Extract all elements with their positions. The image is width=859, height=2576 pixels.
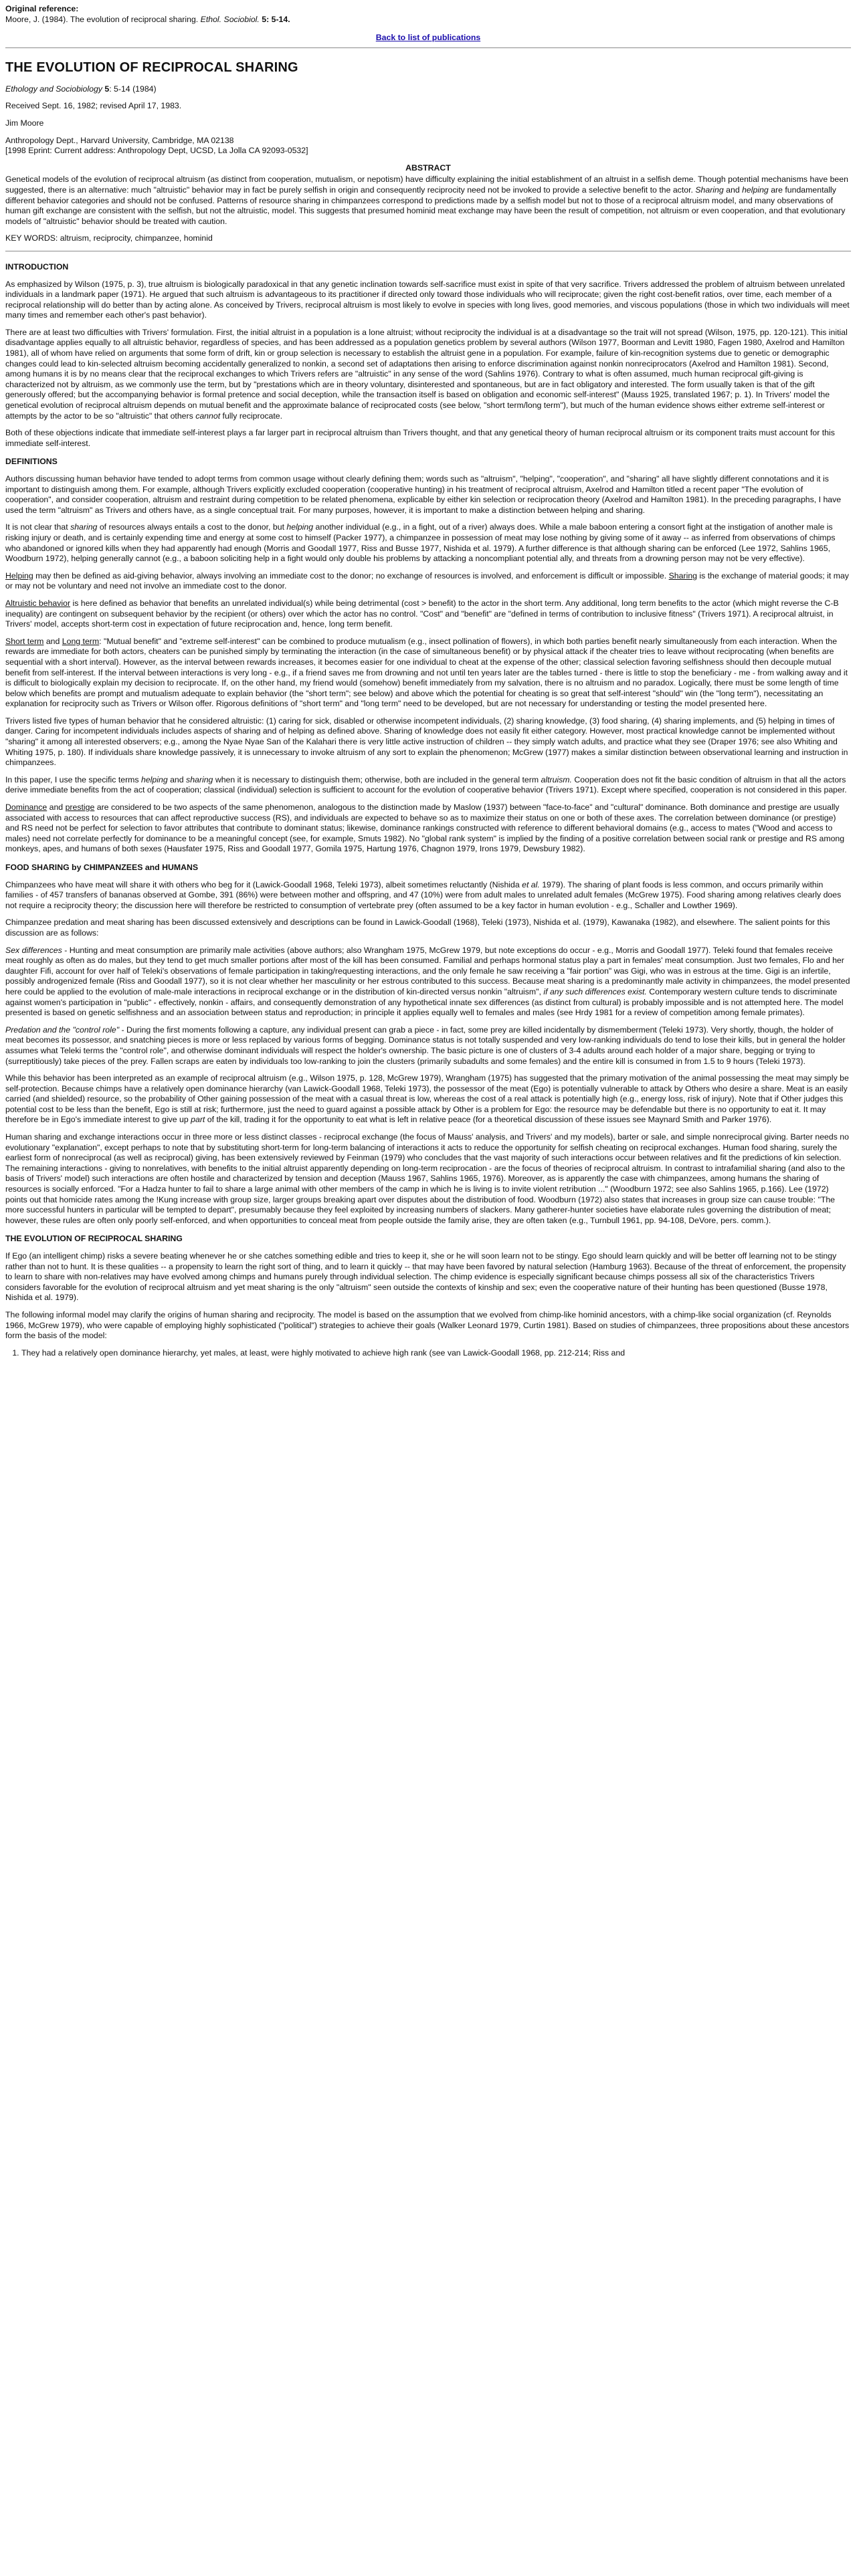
section-heading-food-sharing: FOOD SHARING by CHIMPANZEES and HUMANS [5,863,199,872]
food-sharing-paragraph-1: Chimpanzees who have meat will share it with others who beg for it (Lawick-Goodall 1968, Teleki 1973), albeit sometimes reluctantly (Nishida et al. 1979). The sharing of plant foods is less common, and occurs primarily within families - of 457 transfers of bananas observed at Gombe, 391 (86%) were between mother and offspring, and 47 (10%) were from adult males to unrelated adult females (McGrew 1975). Food sharing among relatives clearly does not require a reciprocity theory; the discussion here will therefore be restricted to consumption of vertebrate prey (often assumed to be a key factor in human evolution - e.g., Schaller and Lowther 1969). [5,879,842,910]
citation-journal: Ethol. Sociobiol. [200,14,260,24]
evolution-paragraph-2: The following informal model may clarify the origins of human sharing and reciprocity. The model is based on the assumption that we evolved from chimp-like hominid ancestors, with a chimp-like social organization (cf. Reynolds 1966, McGrew 1979), who were capable of employing highly sophisticated ("political") strategies to achieve their goals (Walker Leonard 1979, Curtin 1981). Based on studies of chimpanzees, three propositions about these ancestors form the basis of the model: [5,1309,850,1341]
intro-paragraph-2: There are at least two difficulties with Trivers' formulation. First, the initial altruist in a population is a lone altruist; without reciprocity the individual is at a disadvantage so the trait will not spread (Wilson, 1975, pp. 120-121). This initial disadvantage applies equally to all altruistic behavior, regardless of species, and has been addressed as a population genetics problem by several authors (Wilson 1977, Boorman and Levitt 1980, Fagen 1980, Axelrod and Hamilton 1981), all of whom have relied on arguments that some form of drift, kin or group selection is necessary to establish the altruist gene in a population. For example, failure of kin-recognition systems due to genetic or demographic changes could lead to kin-selected altruism becoming accidentally generalized to nonkin, a second set of adaptations then arising to enforce discrimination against nonkin nonreciprocators (Axelrod and Hamilton 1981). Second, among humans it is by no means clear that the reciprocal exchanges to which Trivers refers are "altruistic" in any sense of the word (Sahlins 1976). Contrary to what is often assumed, much human reciprocal gift-giving is characterized not by altruism, as we commonly use the term, but by "prestations which are in theory voluntary, disinterested and spontaneous, but are in fact obligatory and interested. The form usually taken is that of the gift generously offered; but the accompanying behavior is formal pretence and social deception, while the transaction itself is based on obligation and economic self-interest" (Mauss 1925, translated 1967; p. 1). In Trivers' model the genetical evolution of reciprocal altruism depends on mutual benefit and the approximate balance of reciprocated costs (see below, "short term/long term"), but much of the human evidence shows either extreme self-interest or attempts by the actor to be so "altruistic" that others cannot fully reciprocate. [5,327,848,421]
definitions-paragraph-5: Short term and Long term: "Mutual benefit" and "extreme self-interest" can be combined to produce mutualism (e.g., insect pollination of flowers), in which both parties benefit nearly simultaneously from each interaction. When the rewards are immediate for both actors, cheaters can be punished simply by terminating the interaction (in the case of simultaneous benefit) or by physical attack if the cheater tries to leave without reciprocating (when benefits are sequential with a short interval). However, as the interval between rewards increases, it becomes easier for one individual to cheat at the expense of the other; classical selection favoring selfishness should then decouple mutual benefit from self-interest. If the interval between interactions is very long - e.g., if a friend saves me from drowning and not until ten years later are the tables turned - there is little to stop the beneficiary - me - from walking away and it is difficult to biologically explain my decision to reciprocate. If, on the other hand, my friend would (somehow) benefit immediately from my salvation, there is no altruism and no paradox. Logically, there must be some length of time below which benefits are prompt and mutualism adequate to explain behavior (the "short term"; see below) and above which the potential for cheating is so great that self-interest "should" win (the "long term"), necessitating an explanation for reciprocity such as Trivers or Wilson offer. Rigorous definitions of "short term" and "long term" need to be developed, but are not necessary for understanding or testing the model presented here. [5,636,848,709]
definitions-paragraph-2: It is not clear that sharing of resources always entails a cost to the donor, but helping another individual (e.g., in a fight, out of a river) always does. While a male baboon entering a consort fight at the instigation of another male is risking injury or death, and is certainly expending time and energy at some cost to himself (Packer 1977), a chimpanzee in possession of meat may lose nothing by giving some of it away -- as inferred from observations of chimps who abandoned or ignored kills when they had apparently had enough (Morris and Goodall 1977, Riss and Busse 1977, Nishida et al. 1979). A further difference is that although sharing can be enforced (Lee 1972, Sahlins 1965, Woodburn 1972), helping generally cannot (e.g., a baboon soliciting help in a fight would only double his problems by attacking a noncompliant potential ally, and threats from a drowning person may not be very effective). [5,522,836,564]
citation-text: Moore, J. (1984). The evolution of reciprocal sharing. [5,14,199,24]
original-reference-label: Original reference: [5,4,79,13]
author-name: Jim Moore [5,118,44,128]
definitions-paragraph-4: Altruistic behavior is here defined as behavior that benefits an unrelated individual(s) while being detrimental (cost > benefit) to the actor in the short term. Any additional, long term benefits to the actor (which might reverse the C-B inequality) are contingent on subsequent behavior by the recipient (or others) over which the actor has no control. "Cost" and "benefit" are "defined in terms of contribution to inclusive fitness" (Trivers 1971). A reciprocal altruist, in Trivers' model, accepts short-term cost in expectation of future reciprocation and, hence, long term benefit. [5,598,839,629]
definitions-paragraph-7: In this paper, I use the specific terms helping and sharing when it is necessary to distinguish them; otherwise, both are included in the general term altruism. Cooperation does not fit the basic condition of altruism in that all the actors derive immediate benefits from the act of cooperation; classical (individual) selection is sufficient to account for the evolution of cooperative behavior (Trivers 1971). Except where specified, cooperation is not considered in this paper. [5,774,847,795]
proposition-item: 1. They had a relatively open dominance hierarchy, yet males, at least, were highly motivated to achieve high rank (see van Lawick-Goodall 1968, pp. 212-214; Riss and [21,1348,851,1359]
abstract-text: Genetical models of the evolution of reciprocal altruism (as distinct from cooperation, mutualism, or nepotism) have difficulty explaining the initial establishment of an altruist in a selfish deme. Though potential mechanisms have been suggested, there is an alternative: much "altruistic" behavior may in fact be purely selfish in origin and consequently reciprocity need not be invoked to provide a selective benefit to the actor. Sharing and helping are fundamentally different behavior categories and should not be confused. Patterns of resource sharing in chimpanzees correspond to predictions made by a selfish model but not to those of a reciprocal altruism model, and many observations of human gift exchange are consistent with the selfish, but not the altruistic, model. This suggests that presumed hominid meat exchange may have been the result of competition, not altruism or even cooperation, and that evolutionary models of "altruistic" behavior should be treated with caution. [5,175,848,226]
affiliation [5,136,851,156]
affiliation-line-2: [1998 Eprint: Current address: Anthropology Dept, UCSD, La Jolla CA 92093-0532] [5,146,308,156]
definitions-paragraph-3: Helping may then be defined as aid-giving behavior, always involving an immediate cost to the donor; no exchange of resources is involved, and enforcement is difficult or impossible. Sharing is the exchange of material goods; it may or may not be voluntary and need not involve an immediate cost to the donor. [5,570,849,591]
affiliation-line-1: Anthropology Dept., Harvard University, Cambridge, MA 02138 [5,135,234,145]
section-heading-definitions: DEFINITIONS [5,457,58,467]
food-sharing-paragraph-2: Chimpanzee predation and meat sharing has been discussed extensively and descriptions can be found in Lawick-Goodall (1968), Teleki (1973), Nishida et al. (1979), Kawanaka (1982), and elsewhere. The salient points for this discussion are as follows: [5,918,830,938]
journal-name: Ethology and Sociobiology [5,84,102,94]
article-title: THE EVOLUTION OF RECIPROCAL SHARING [5,60,298,75]
food-sharing-paragraph-4: Predation and the "control role" - During the first moments following a capture, any individual present can grab a piece - in fact, some prey are killed incidentally by dismemberment (Teleki 1973). Very shortly, though, the holder of meat becomes its possessor, and snatching pieces is more or less replaced by various forms of begging. Dominance status is not totally suspended and very low-ranking individuals do tend to lose their kills, but in general the holder assumes what Teleki terms the "control role", and otherwise dominant individuals will respect the holder's ownership. The basic picture is one of clusters of 3-4 adults around each holder of a major share, begging or trying to (surreptitiously) take pieces of the prey. Fallen scraps are eaten by individuals too low-ranking to join the clusters (primarily subadults and some females) and the entire kill is consumed in from 1.5 to 9 hours (Teleki 1973). [5,1025,846,1066]
definitions-paragraph-1: Authors discussing human behavior have tended to adopt terms from common usage without clearly defining them; words such as "altruism", "helping", "cooperation", and "sharing" all have slightly different connotations and it is important to distinguish among them. For example, although Trivers explicitly excluded cooperation (cooperative hunting) in his treatment of reciprocal altruism, Axelrod and Hamilton titled a recent paper "The evolution of cooperation", and consider cooperation, altruism and restraint during competition to be related phenomena, explicable by either kin selection or reciprocation theory (Axelrod and Hamilton 1981). In the preceding paragraphs, I have used the term "altruism" as Trivers and others have, as a single conceptual trait. For many purposes, however, it is important to make a distinction between helping and sharing. [5,474,842,515]
back-to-publications-link[interactable]: Back to list of publications [375,33,481,43]
section-heading-evolution: THE EVOLUTION OF RECIPROCAL SHARING [5,1234,183,1244]
journal-info [5,84,851,95]
evolution-paragraph-1: If Ego (an intelligent chimp) risks a severe beating whenever he or she catches something edible and tries to keep it, she or he will soon learn not to be stingy. Ego should learn quickly and will be better off learning not to be stingy rather than not to hunt. It is these qualities -- a propensity to learn the right sort of thing, and to learn it quickly -- that may have been favored by natural selection (Hamburg 1963). Because of the threat of enforcement, the propensity to learn to share with non-relatives may have evolved among chimps and humans purely through individual selection. The chimp evidence is especially significant because chimps possess all six of the characteristics Trivers considers favorable for the evolution of reciprocal altruism and yet meat sharing is the only "altruism" seen outside the contexts of kinship and sex; even the cooperative nature of their hunting has been questioned (Busse 1978, Nishida et al. 1979). [5,1251,846,1303]
received-dates: Received Sept. 16, 1982; revised April 17, 1983. [5,101,182,111]
section-heading-introduction: INTRODUCTION [5,261,69,272]
journal-pages: : 5-14 (1984) [109,84,157,94]
divider-top [5,47,851,48]
intro-paragraph-1: As emphasized by Wilson (1975, p. 3), true altruism is biologically paradoxical in that any genetic inclination towards self-sacrifice must exist in spite of that very sacrifice. Trivers addressed the problem of altruism between unrelated individuals in a landmark paper (1971). He argued that such altruism is advantageous to its practitioner if directed only toward those individuals who will reciprocate; given the right cost-benefit ratios, over time, each member of a reciprocal relationship will do better than by acting alone. As conceived by Trivers, reciprocal altruism is most likely to evolve in species with long lives, good memories, and viscous populations (those in which two individuals will meet many times and remember each other's past behavior). [5,279,850,320]
citation [5,15,851,25]
keywords: KEY WORDS: altruism, reciprocity, chimpanzee, hominid [5,233,213,243]
food-sharing-paragraph-5: While this behavior has been interpreted as an example of reciprocal altruism (e.g., Wilson 1975, p. 128, McGrew 1979), Wrangham (1975) has suggested that the primary motivation of the animal possessing the meat may simply be self-protection. Because chimps have a relatively open dominance hierarchy (van Lawick-Goodall 1968, Teleki 1973), the possessor of the meat (Ego) is potentially vulnerable to attack by Others who desire a share. Meat is an easily carried (and shielded) resource, so the probability of Other gaining possession of the meat with a casual threat is low, whereas the cost of a real attack is potentially high (e.g., energy loss, risk of injury). Note that if Other judges this potential cost to be less than the benefit, Ego is still at risk; furthermore, just the need to guard against a possible attack by Other is a problem for Ego: the resource may be defendable but there is no opportunity to eat it. It may therefore be in Ego's immediate interest to give up part of the kill, trading it for the opportunity to eat what is left in relative peace (for a theoretical discussion of these issues see Maynard Smith and Parker 1976). [5,1073,849,1125]
food-sharing-paragraph-3: Sex differences - Hunting and meat consumption are primarily male activities (above authors; also Wrangham 1975, McGrew 1979, but note exceptions do occur - e.g., Morris and Goodall 1977). Teleki found that females receive meat roughly as often as do males, but they tend to get much smaller portions after most of the kill has been consumed. Familial and perhaps hormonal status play a part in females' meat consumption. Just two females, Flo and her daughter Fifi, account for over half of Teleki's observations of female participation in taking/requesting interactions, and the only female he saw receiving a "fair portion" was Gigi, who was in estrous at the time. Gigi is an infertile, possibly androgenized female (Riss and Goodall 1977), so it is not clear whether her masculinity or her estrous contributed to this success. Because meat sharing is a predominantly male activity in chimpanzees, the model presented here could be applied to the evolution of male-male interactions in reciprocal exchange or in the distribution of kin-directed versus nonkin "altruism", if any such differences exist. Contemporary western culture tends to discriminate against women's participation in "public" - effectively, nonkin - affairs, and consequently demonstration of any hypothetical innate sex differences (as distinct from cultural) is probably impossible and is not attempted here. The model presented is based on genetic selfishness and an association between status and reproduction; in principle it applies equally well to females and males (see Hrdy 1981 for a review of competition among female primates). [5,945,850,1018]
abstract-heading: ABSTRACT [405,163,451,173]
definitions-paragraph-6: Trivers listed five types of human behavior that he considered altruistic: (1) caring for sick, disabled or otherwise incompetent individuals, (2) sharing knowledge, (3) food sharing, (4) sharing implements, and (5) helping in times of danger. Caring for incompetent individuals includes aspects of sharing and of helping as defined above. Sharing of knowledge does not easily fit either category. However, most practical knowledge cannot be implemented without "sharing" it among all interested observers; e.g., among the Nyae Nyae San of the Kalahari there is very little active instruction of children -- they simply watch adults, and practice what they see (Draper 1976; see also Whiting and Whiting 1975, p. 180). If individuals share knowledge passively, it is unnecessary to invoke altruism of any sort to explain the phenomenon; McGrew (1977) makes a similar distinction between observational learning and instruction in chimpanzees. [5,716,848,768]
citation-volume: 5: 5-14. [262,14,290,24]
intro-paragraph-3: Both of these objections indicate that immediate self-interest plays a far larger part in reciprocal altruism than Trivers thought, and that any genetical theory of human reciprocal altruism or its component traits must account for this immediate self-interest. [5,428,835,448]
propositions-list [5,1348,851,1359]
journal-volume: 5 [104,84,110,94]
food-sharing-paragraph-6: Human sharing and exchange interactions occur in three more or less distinct classes - reciprocal exchange (the focus of Mauss' analysis, and Trivers' and my models), barter or sale, and simple nonreciprocal giving. Barter needs no evolutionary "explanation", except perhaps to note that by substituting short-term for long-term balancing of interactions it acts to reduce the opportunity for selfish cheating on reciprocal exchanges. Human food sharing, surely the earliest form of nonreciprocal (as well as reciprocal) giving, has been extensively reviewed by Feinman (1979) who concludes that the vast majority of such interactions occur between relatives and fit the predictions of kin selection. The remaining interactions - giving to nonrelatives, with benefits to the initial altruist apparently depending on long-term reciprocation - are the focus of theories of reciprocal altruism. In contrast to intrafamilial sharing (and also to the basis of Trivers' model) such interactions are often hostile and characterized by tension and deception (Mauss 1967, Sahlins 1965, 1976). Moreover, as is apparently the case with chimpanzees, among humans the sharing of resources is socially enforced. "For a Hadza hunter to fail to share a large animal with other members of the camp in which he is living is to invite violent retribution ..." (Woodburn 1972; see also Sahlins 1965, p.166). Lee (1972) points out that homicide rates among the !Kung increase with group size, larger groups breaking apart over disputes about the distribution of food. Woodburn (1972) also states that increases in group size can cause trouble: "The more successful hunters in particular will be tempted to depart", presumably because they feel exploited by increasing numbers of slackers. Many gatherer-hunter societies have elaborate rules governing the distribution of meat; however, these rules are often only poorly self-enforced, and when opportunities to conceal meat from people outside the family arise, they are often taken (e.g., Turnbull 1961, pp. 94-108, DeVore, pers. comm.). [5,1132,849,1225]
definitions-paragraph-8: Dominance and prestige are considered to be two aspects of the same phenomenon, analogous to the distinction made by Maslow (1937) between "face-to-face" and "cultural" dominance. Both dominance and prestige are usually associated with access to resources that can affect reproductive success (RS), and individuals are expected to behave so as to maximize their status on one or both of these axes. The correlation between dominance (or prestige) and RS need not be perfect for selection to favor attributes that contribute to dominant status; likewise, dominance rankings constructed with reference to different behavioral domains (e.g., access to mates ("Wood and access to males) need not correlate perfectly for dominance to be a meaningful concept (see, for example, Smuts 1982). No "global rank system" is implied by the finding of a positive correlation between social rank or prestige and RS among monkeys, apes, and humans of both sexes (Hausfater 1975, Riss and Goodall 1977, Gomila 1975, Hartung 1976, Chagnon 1979, Irons 1979, Dewsbury 1982). [5,802,845,854]
